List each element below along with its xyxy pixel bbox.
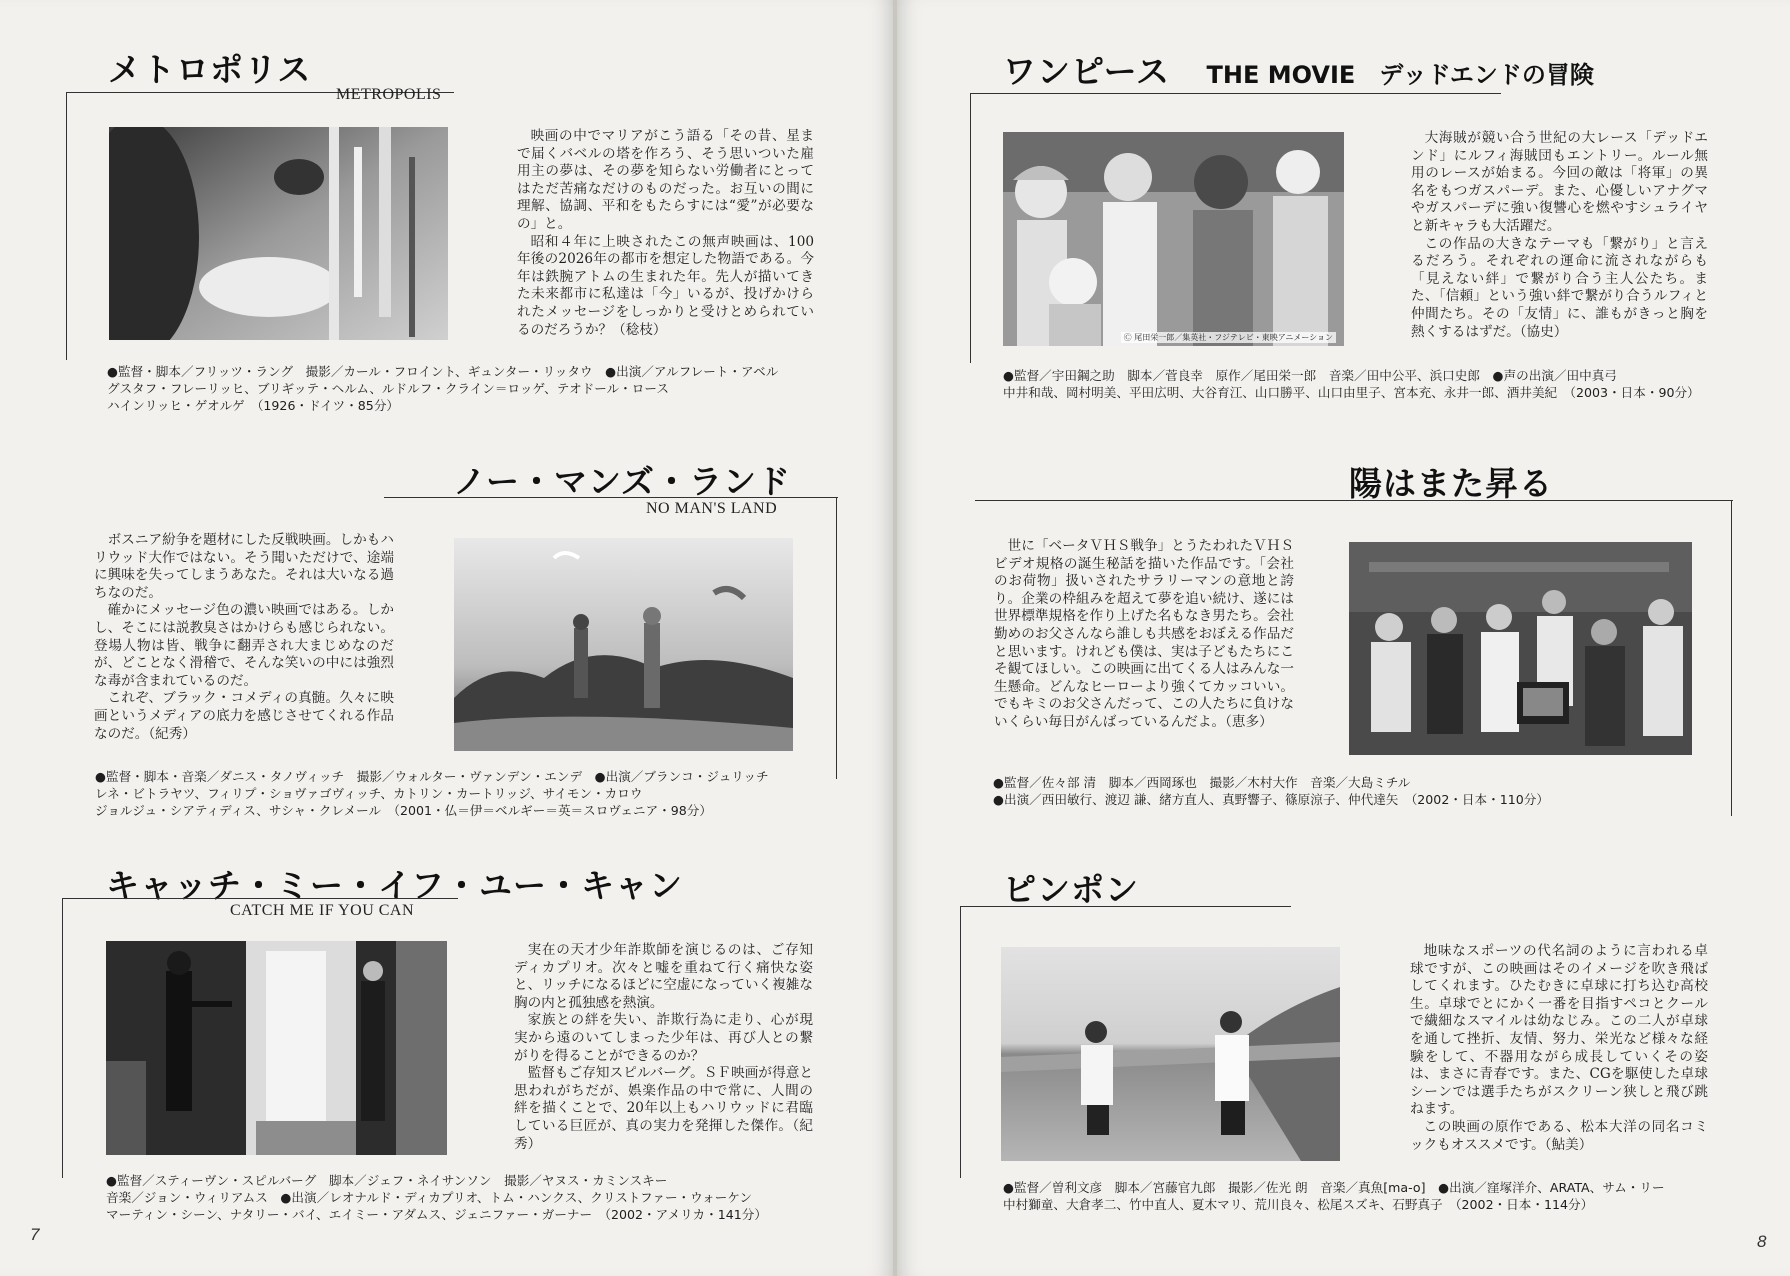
review-paragraph: 大海賊が競い合う世紀の大レース「デッドエンド」にルフィ海賊団もエントリー。ルール無用のレースが始まる。今回の敵は「将軍」の異名をもつガスパーデ。また、心優しいアナグマやガスパーデに強い復讐心を燃やすシュライヤと新キャラも大活躍だ。 — [1411, 130, 1708, 234]
english-title-no-mans-land: NO MAN'S LAND — [646, 500, 778, 517]
still-photo-ping-pong — [1001, 947, 1340, 1161]
still-photo-one-piece — [1003, 132, 1344, 346]
credit-line: ●監督／佐々部 清 脚本／西岡琢也 撮影／木村大作 音楽／大島ミチル — [993, 775, 1411, 790]
title-rule — [975, 500, 1733, 501]
english-title-catch-me-if-you-can: CATCH ME IF YOU CAN — [230, 902, 415, 919]
credits-one-piece — [1003, 367, 1700, 401]
film-title-hi-wa-mata-noboru: 陽はまた昇る — [1349, 464, 1553, 503]
credit-line: 音楽／ジョン・ウィリアムス ●出演／レオナルド・ディカプリオ、トム・ハンクス、クリストファー・ウォーケン — [106, 1190, 752, 1205]
credits-metropolis — [107, 363, 778, 414]
review-catch-me-if-you-can — [514, 942, 813, 1153]
credit-line: グスタフ・フレーリッヒ、ブリギッテ・ヘルム、ルドルフ・クライン＝ロッゲ、テオドール・ロース — [107, 381, 669, 396]
credit-line: ●監督／スティーヴン・スピルバーグ 脚本／ジェフ・ネイサンソン 撮影／ヤヌス・カミンスキー — [106, 1173, 668, 1188]
review-paragraph: 実在の天才少年詐欺師を演じるのは、ご存知ディカプリオ。次々と嘘を重ねて行く痛快な姿と、リッチになるほどに空虚になっていく複雑な胸の内と孤独感を熱演。 — [514, 942, 813, 1011]
title-rule — [970, 93, 971, 363]
still-photo-no-mans-land — [454, 538, 793, 751]
review-metropolis — [517, 128, 814, 339]
credit-line: ●監督／宇田鋼之助 脚本／菅良幸 原作／尾田栄一郎 音楽／田中公平、浜口史郎 ●声の出演／田中真弓 — [1003, 368, 1617, 383]
still-photo-catch-me-if-you-can — [106, 941, 447, 1155]
credit-line: 中村獅童、大倉孝二、竹中直人、夏木マリ、荒川良々、松尾スズキ、石野真子 （2002・日本・114分） — [1003, 1197, 1594, 1212]
review-no-mans-land — [94, 532, 394, 743]
credit-line: ●出演／西田敏行、渡辺 謙、緒方直人、真野響子、篠原涼子、仲代達矢 （2002・日本・110分） — [993, 792, 1549, 807]
page-number: 8 — [1757, 1232, 1767, 1251]
review-paragraph: この作品の大きなテーマも「繋がり」と言えるだろう。それぞれの運命に流されながらも「見えない絆」で繋がり合う主人公たち。また、「信頼」という強い絆で繋がり合うルフィと仲間たち。その「友情」に、誰もがきっと胸を熱くするはずだ。（協史） — [1411, 235, 1708, 340]
review-paragraph: これぞ、ブラック・コメディの真髄。久々に映画というメディアの底力を感じさせてくれる作品なのだ。（紀秀） — [94, 690, 394, 742]
review-paragraph: 世に「ベータＶＨＳ戦争」とうたわれたＶＨＳビデオ規格の誕生秘話を描いた作品です。「会社のお荷物」扱いされたサラリーマンの意地と誇り。企業の枠組みを超えて夢を追い続け、遂には世界標準規格を作り上げた名もなき男たち。会社勤めのお父さんなら誰しも共感をおぼえる作品だと思います。けれども僕は、実は子どもたちにこそ観てほしい。この映画に出てくる人はみんな一生懸命。どんなヒーローより強くてカッコいい。でもキミのお父さんだって、この人たちに負けないくらい毎日がんばっているんだよ。（恵多） — [994, 538, 1294, 730]
credit-line: ●監督／曽利文彦 脚本／宮藤官九郎 撮影／佐光 朗 音楽／真魚[ma-o] ●出演／窪塚洋介、ARATA、サム・リー — [1003, 1180, 1665, 1195]
english-title-metropolis: METROPOLIS — [336, 86, 442, 103]
review-paragraph: 確かにメッセージ色の濃い映画ではある。しかし、そこには説教臭さはかけらも感じられない。登場人物は皆、戦争に翻弄され大まじめなのだが、どことなく滑稽で、そんな笑いの中には強烈な毒が含まれているのだ。 — [94, 602, 394, 689]
review-paragraph: 家族との絆を失い、詐欺行為に走り、心が現実から遠のいてしまった少年は、再び人との繋がりを得ることができるのか？ — [514, 1012, 813, 1064]
review-paragraph: 昭和４年に上映されたこの無声映画は、100年後の2026年の都市を想定した物語である。今年は鉄腕アトムの生まれた年。先人が描いてきた未来都市に私達は「今」いるが、投げかけられたメッセージをしっかりと受けとめられているのだろうか？（稔枝） — [517, 233, 814, 338]
credits-hi-wa-mata-noboru — [993, 774, 1549, 808]
title-rule — [62, 898, 63, 1178]
credit-line: ジョルジュ・シアティディス、サシャ・クレメール （2001・仏＝伊＝ベルギー＝英＝スロヴェニア・98分） — [95, 803, 712, 818]
still-photo-metropolis — [109, 127, 448, 340]
film-title-suffix: THE MOVIE デッドエンドの冒険 — [1206, 61, 1594, 89]
title-rule — [970, 93, 1501, 94]
credit-line: ●監督・脚本・音楽／ダニス・タノヴィッチ 撮影／ウォルター・ヴァンデン・エンデ ●出演／ブランコ・ジュリッチ — [95, 769, 769, 784]
film-title-no-mans-land: ノー・マンズ・ランド — [453, 462, 792, 501]
credits-no-mans-land — [95, 768, 769, 819]
review-ping-pong — [1410, 943, 1708, 1154]
film-title-catch-me-if-you-can: キャッチ・ミー・イフ・ユー・キャン — [106, 866, 684, 905]
credits-ping-pong — [1003, 1179, 1665, 1213]
title-rule — [62, 898, 458, 899]
page-number: 7 — [30, 1225, 40, 1244]
film-title-ping-pong: ピンポン — [1003, 870, 1139, 909]
review-paragraph: この映画の原作である、松本大洋の同名コミックもオススメです。（鮎美） — [1410, 1118, 1708, 1153]
title-rule — [960, 906, 1291, 907]
film-title-metropolis: メトロポリス — [108, 50, 312, 89]
review-one-piece — [1411, 130, 1708, 341]
still-photo-hi-wa-mata-noboru — [1349, 542, 1692, 755]
title-rule — [960, 906, 961, 1178]
review-paragraph: 映画の中でマリアがこう語る「その昔、星まで届くバベルの塔を作ろう、そう思いついた雇用主の夢は、その夢を知らない労働者にとってはただ苦痛なだけのものだった。お互いの間に理解、協調、平和をもたらすには“愛”が必要なの」と。 — [517, 128, 814, 232]
credit-line: ハインリッヒ・ゲオルゲ （1926・ドイツ・85分） — [107, 398, 400, 413]
review-paragraph: ボスニア紛争を題材にした反戦映画。しかもハリウッド大作ではない。そう聞いただけで、途端に興味を失ってしまうあなた。それは大いなる過ちなのだ。 — [94, 532, 394, 601]
title-rule — [66, 92, 67, 360]
film-title-main: ワンピース — [1003, 52, 1171, 91]
title-rule — [384, 497, 838, 498]
credit-line: レネ・ビトラヤツ、フィリプ・ショヴァゴヴィッチ、カトリン・カートリッジ、サイモン・カロウ — [95, 786, 643, 801]
review-paragraph: 地味なスポーツの代名詞のように言われる卓球ですが、この映画はそのイメージを吹き飛ばしてくれます。ひたむきに卓球に打ち込む高校生。卓球でとにかく一番を目指すペコとクールで繊細なスマイルは幼なじみ。この二人が卓球を通して挫折、友情、努力、栄光など様々な経験をして、不器用ながら成長していくその姿は、まさに青春です。また、CGを駆使した卓球シーンでは選手たちがスクリーン狭しと飛び跳ねます。 — [1410, 943, 1708, 1118]
review-hi-wa-mata-noboru — [994, 538, 1294, 732]
title-rule — [1731, 500, 1732, 816]
title-rule — [836, 497, 837, 779]
credit-line: マーティン・シーン、ナタリー・バイ、エイミー・アダムス、ジェニファー・ガーナー （2002・アメリカ・141分） — [106, 1207, 767, 1222]
right-page — [897, 0, 1790, 1276]
credit-line: ●監督・脚本／フリッツ・ラング 撮影／カール・フロイント、ギュンター・リッタウ ●出演／アルフレート・アベル — [107, 364, 779, 379]
photo-copyright: Ⓒ 尾田栄一郎／集英社・フジテレビ・東映アニメーション — [1121, 332, 1336, 343]
credits-catch-me-if-you-can — [106, 1172, 767, 1223]
left-page — [0, 0, 893, 1276]
review-paragraph: 監督もご存知スピルバーグ。ＳＦ映画が得意と思われがちだが、娯楽作品の中で常に、人間の絆を描くことで、20年以上もハリウッドに君臨している巨匠が、真の実力を発揮した傑作。（紀秀） — [514, 1065, 813, 1152]
credit-line: 中井和哉、岡村明美、平田広明、大谷育江、山口勝平、山口由里子、宮本充、永井一郎、酒井美紀 （2003・日本・90分） — [1003, 385, 1700, 400]
film-title-one-piece — [1003, 46, 1594, 93]
